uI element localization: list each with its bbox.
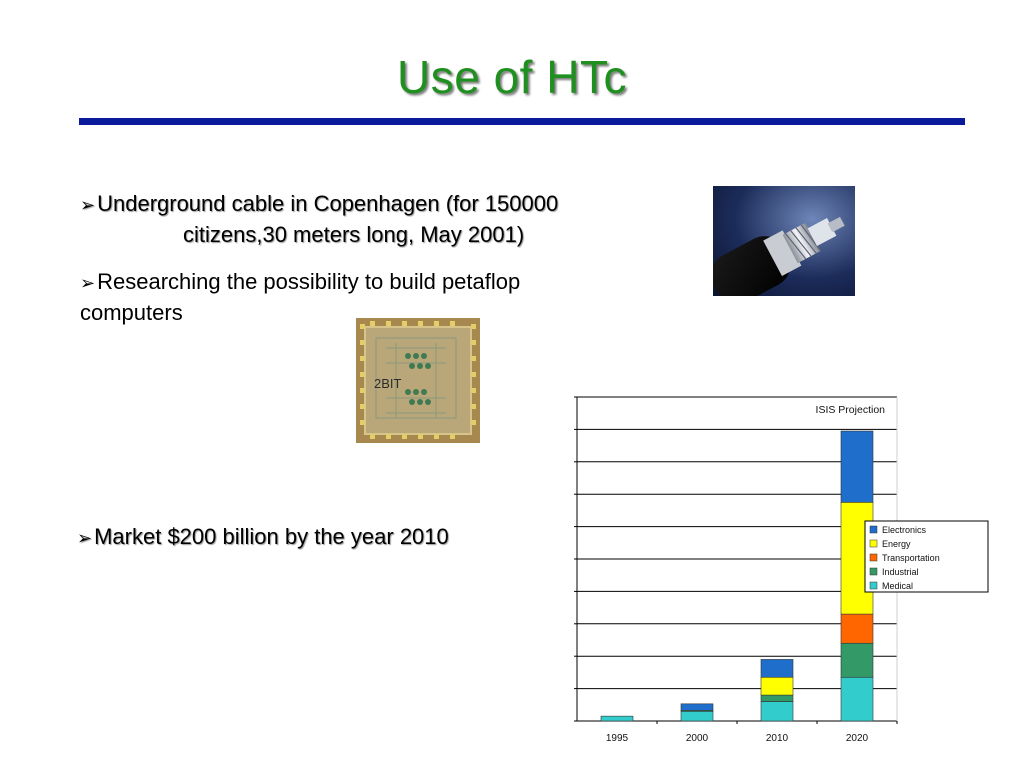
bullet-arrow-icon: ➢	[80, 273, 96, 293]
legend-swatch	[870, 582, 877, 589]
bar-segment-medical-1995	[601, 716, 633, 721]
bar-segment-electronics-2010	[761, 659, 793, 677]
x-tick-label: 2010	[765, 733, 789, 744]
bar-segment-electronics-2000	[681, 704, 713, 710]
legend-label: Energy	[882, 539, 911, 549]
bullet-copenhagen-cable	[80, 189, 680, 250]
legend-label: Electronics	[882, 525, 927, 535]
bullet-market	[77, 522, 537, 553]
superconducting-cable-photo	[713, 186, 855, 296]
legend-label: Industrial	[882, 567, 919, 577]
bar-segment-industrial-2020	[841, 643, 873, 677]
isis-projection-chart	[560, 388, 1000, 758]
bar-segment-medical-2010	[761, 702, 793, 721]
legend-swatch	[870, 554, 877, 561]
bullet-text-continued: citizens,30 meters long, May 2001)	[183, 222, 525, 247]
microchip-photo	[356, 318, 480, 443]
bullet-text: Researching the possibility to build petaflop	[97, 269, 521, 294]
bar-segment-industrial-2010	[761, 695, 793, 701]
chart-bars	[601, 431, 873, 721]
bullet-text-continued: computers	[80, 300, 183, 325]
legend-swatch	[870, 526, 877, 533]
legend-swatch	[870, 540, 877, 547]
bar-segment-transportation-2020	[841, 614, 873, 643]
bullet-text: Market $200 billion by the year 2010	[94, 524, 449, 549]
chart-title: ISIS Projection	[815, 404, 885, 416]
bar-segment-medical-2000	[681, 711, 713, 721]
legend-label: Medical	[882, 581, 914, 591]
bar-segment-electronics-2020	[841, 431, 873, 502]
title-divider	[79, 118, 965, 125]
chart-legend	[865, 521, 988, 592]
bar-segment-medical-2020	[841, 677, 873, 721]
bar-segment-energy-2010	[761, 677, 793, 695]
chart-x-tick-labels	[606, 733, 869, 744]
bullet-arrow-icon: ➢	[77, 528, 93, 548]
slide-title: Use of HTc	[397, 51, 627, 103]
chip-marking: 2BIT	[374, 376, 402, 391]
legend-label: Transportation	[882, 553, 940, 563]
legend-swatch	[870, 568, 877, 575]
bullet-text: Underground cable in Copenhagen (for 150000	[97, 191, 559, 216]
x-tick-label: 1995	[605, 733, 629, 744]
bullet-arrow-icon: ➢	[80, 195, 96, 215]
x-tick-label: 2020	[845, 733, 869, 744]
x-tick-label: 2000	[685, 733, 709, 744]
